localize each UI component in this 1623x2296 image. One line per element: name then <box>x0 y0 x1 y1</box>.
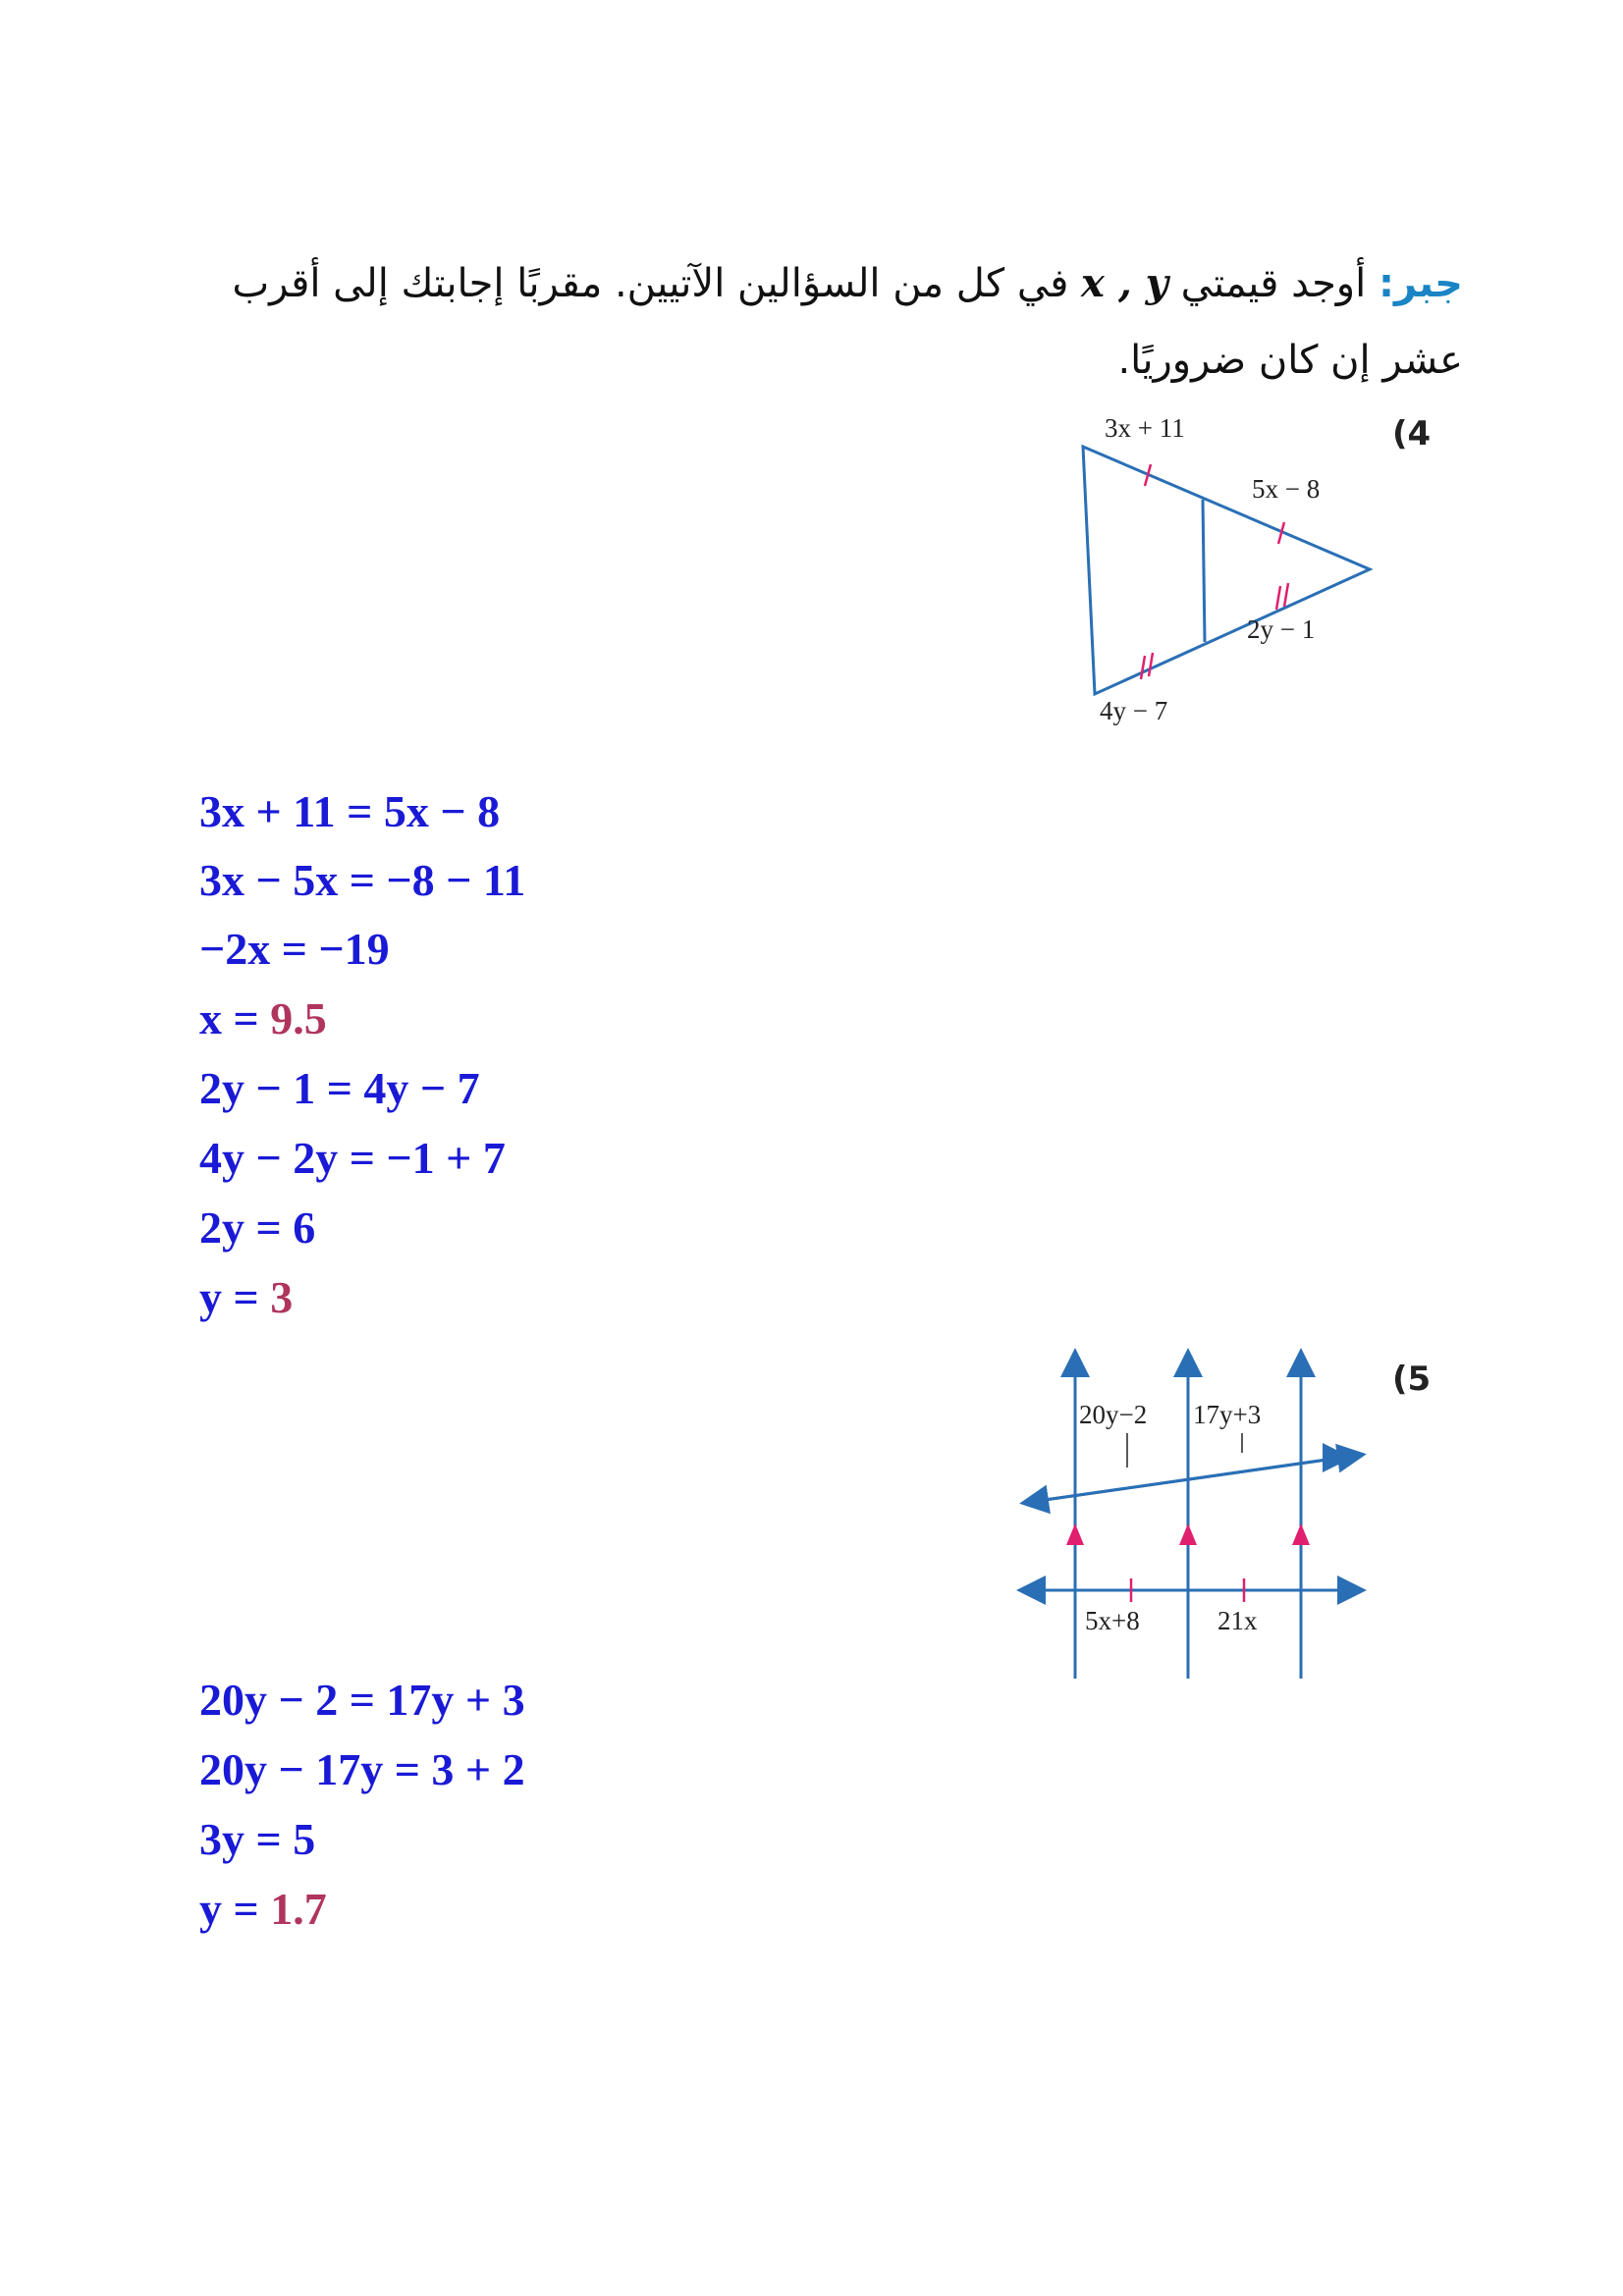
parallel-arrow-3 <box>1292 1523 1310 1545</box>
section-label: جبر: <box>1378 261 1463 306</box>
problem-5-parallel-lines-figure <box>1016 1345 1432 1679</box>
p5-step-3: 3y = 5 <box>199 1814 316 1864</box>
label-4y-minus-7: 4y − 7 <box>1100 696 1168 725</box>
label-20y-minus-2: 20y−2 <box>1079 1400 1148 1429</box>
p4-step-6: 4y − 2y = −1 + 7 <box>199 1133 506 1183</box>
p5-answer-y: 1.7 <box>270 1884 327 1934</box>
instruction-text-2: في كل من السؤالين الآتيين. مقربًا إجابتك إلى أقرب عشر إن كان ضروريًا. <box>232 261 1463 383</box>
label-21x: 21x <box>1217 1606 1258 1635</box>
parallel-arrow-1 <box>1066 1523 1084 1545</box>
triangle-shape <box>1083 447 1370 694</box>
p4-answer-x: 9.5 <box>270 993 327 1043</box>
p4-step-4: x = 9.5 <box>199 993 327 1043</box>
p4-answer-y: 3 <box>270 1272 294 1322</box>
p5-step-4: y = 1.7 <box>199 1884 327 1934</box>
label-5x-plus-8: 5x+8 <box>1085 1606 1140 1635</box>
triangle-outline <box>1083 447 1370 694</box>
p4-step-5: 2y − 1 = 4y − 7 <box>199 1063 480 1113</box>
p4-step-1: 3x + 11 = 5x − 8 <box>199 786 501 836</box>
instruction-vars: x , y <box>1081 260 1168 306</box>
p4-step-7: 2y = 6 <box>199 1202 316 1253</box>
transversal-right-arrow <box>1031 1456 1355 1502</box>
midsegment-line <box>1203 500 1205 642</box>
p4-step-8: y = 3 <box>199 1272 294 1322</box>
label-3x-plus-11: 3x + 11 <box>1105 413 1185 443</box>
instruction-text-1: أوجد قيمتي <box>1180 261 1367 306</box>
tick-mark-double-1b <box>1284 583 1288 607</box>
p5-step-1: 20y − 2 = 17y + 3 <box>199 1675 525 1725</box>
p4-step-3: −2x = −19 <box>199 924 390 974</box>
p4-step-2: 3x − 5x = −8 − 11 <box>199 855 526 905</box>
tick-mark-double-2b <box>1149 653 1153 676</box>
problem-5-number: (5 <box>1392 1360 1432 1399</box>
problem-4-triangle-figure <box>1055 407 1432 731</box>
label-2y-minus-1: 2y − 1 <box>1247 614 1316 644</box>
tick-mark-double-2a <box>1141 656 1145 679</box>
parallel-arrow-2 <box>1179 1523 1197 1545</box>
p5-step-2: 20y − 17y = 3 + 2 <box>199 1744 525 1794</box>
tick-mark-double-1a <box>1276 586 1280 610</box>
label-17y-plus-3: 17y+3 <box>1193 1400 1262 1429</box>
label-5x-minus-8: 5x − 8 <box>1252 474 1321 504</box>
problem-4-number: (4 <box>1392 414 1432 454</box>
instruction-header <box>196 245 1463 399</box>
